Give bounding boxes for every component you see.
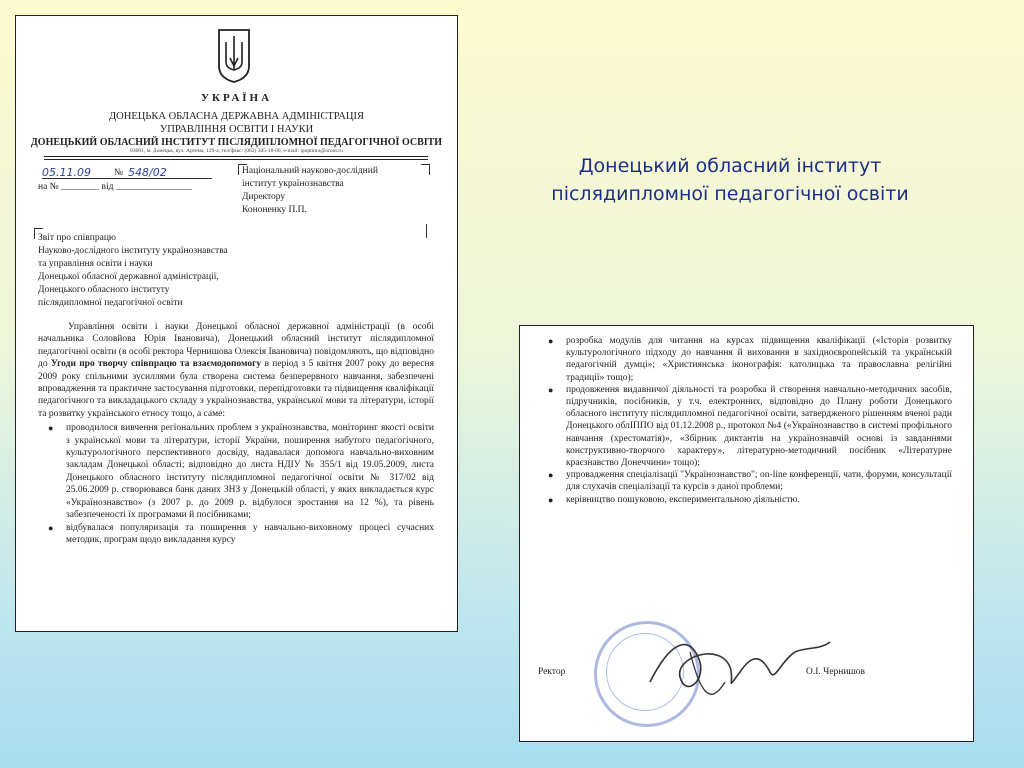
list-item-text: керівництво пошуковою, експериментальною діяльністю. bbox=[566, 494, 800, 505]
header-divider bbox=[44, 156, 428, 157]
list-item bbox=[548, 384, 952, 469]
list-item-text: проводилося вивчення регіональних проблем з українознавства, моніторинг якості освіти з української мови та літератури, історії України, поширення набутого педагогічного, культурологічного перспективного досвіду, надавалася допомога навчально-виховним закладам Донецької області; відповідно до листа НДІУ № 355/1 від 19.05.2009, листа Донецького обласного інституту післядипломної педагогічної освіти № 317/02 від 25.06.2009 р. створювався банк даних ЗНЗ у Донецькій області, у яких викладається курс «Українознавство» (з 2007 р. до 2009 р. відбулося зростання на 12 %), та рівень забезпеченості їх програмами й посібниками; bbox=[66, 423, 434, 521]
bullet-dot-icon: ● bbox=[548, 384, 554, 395]
bullet-dot-icon: ● bbox=[48, 522, 54, 533]
list-item bbox=[48, 522, 434, 547]
subject-line-2: Науково-дослідного інституту українознавства bbox=[38, 246, 228, 256]
bullet-dot-icon: ● bbox=[548, 336, 554, 346]
bullet-dot-icon: ● bbox=[48, 423, 54, 434]
intro-paragraph bbox=[38, 321, 434, 420]
slide-title-line-2: післядипломної педагогічної освіти bbox=[551, 183, 909, 205]
subject-block bbox=[38, 232, 438, 310]
addressee-line-4: Кононенку П.П. bbox=[242, 205, 307, 215]
subject-line-3: та управління освіти і науки bbox=[38, 259, 153, 269]
list-item-text: упровадження спеціалізації "Українознавство"; on-line конференції, чати, форуми, консультації для слухачів спеціалізації та курсів з даної проблеми; bbox=[566, 470, 952, 493]
addressee-line-3: Директору bbox=[242, 192, 286, 202]
slide-title bbox=[500, 152, 960, 208]
signer-title: Ректор bbox=[538, 667, 566, 677]
institute-address: 83001, м. Донецьк, вул. Артема, 129-а, тел/факс: (062) 305-18-86, e-mail: ipoptimo@oroot.ru bbox=[130, 148, 343, 154]
intro-agreement-bold: Угоди про творчу співпрацю та взаємодопомогу bbox=[50, 359, 262, 370]
bullet-dot-icon: ● bbox=[548, 494, 554, 505]
header-line-2: УПРАВЛІННЯ ОСВІТИ І НАУКИ bbox=[159, 124, 314, 135]
letter-page-2 bbox=[519, 325, 974, 742]
bullet-dot-icon: ● bbox=[548, 470, 554, 481]
list-item bbox=[48, 422, 434, 521]
subject-line-5: Донецького обласного інституту bbox=[38, 285, 170, 295]
intro-text-2: в період з 5 квітня 2007 року до вересня 2009 року спільними зусиллями була створена система безперервного навчання, забезпечені впровадження та практичне застосування підготовки, перепідготовки та підвищення кваліфікації педагогічного та викладацького складу з українознавства, української мови та літератури, історії та розвитку українського етносу тощо, а саме: bbox=[38, 359, 434, 419]
ref-number: 548/02 bbox=[128, 166, 167, 179]
list-item bbox=[548, 494, 952, 506]
list-item-text: відбувалася популяризація та поширення у навчально-виховному процесі сучасних методик, програм щодо викладання курсу bbox=[66, 522, 434, 545]
country-name: УКРАЇНА bbox=[200, 92, 273, 104]
addressee-line-1: Національний науково-дослідний bbox=[242, 166, 378, 176]
signer-name: О.І. Чернишов bbox=[806, 667, 866, 677]
list-item bbox=[548, 469, 952, 493]
list-item bbox=[548, 335, 952, 384]
addressee-line-2: інститут українознавства bbox=[242, 179, 344, 189]
trident-emblem-icon bbox=[216, 28, 252, 84]
ref-no-label: № bbox=[114, 168, 124, 178]
ref-line-2: на № ________ від ________________ bbox=[38, 182, 192, 192]
list-item-text: розробка модулів для читання на курсах підвищення кваліфікації («Історія розвитку культурологічного підходу до навчання й виховання в західноєвропейській та українській педагогічній думці»; «Християнська іконографія: католицька та православна релігійні традиції» тощо); bbox=[566, 336, 952, 383]
intro-text-1: Управління освіти і науки Донецької обласної державної адміністрації (в особі начальника Соловйова Юрія Івановича), Донецький обласний інститут післядипломної педагогічної освіти (в особі ректора Чернишова Олексія Івановича) повідомляють, що відповідно до bbox=[38, 322, 434, 370]
subject-line-6: післядипломної педагогічної освіти bbox=[38, 298, 183, 308]
list-item-text: продовження видавничої діяльності та розробка й створення навчально-методичних засобів, підручників, посібників, у т.ч. електронних, відповідно до Плану роботи Донецького обласного інституту післядипломної педагогічної освіти, затвердженого рішенням вченої ради Донецького облІППО від 01.12.2008 р., протокол №4 («Українознавство в системі профільного навчання (хрестоматія)», «Збірник диктантів на українознавчій основі із завданнями конструктивно-творчого характеру», літературно-методичний посібник «Літературне краєзнавство Донеччини» тощо); bbox=[566, 384, 952, 469]
letter-body bbox=[38, 321, 434, 546]
subject-line-1: Звіт про співпрацю bbox=[38, 233, 117, 243]
bullet-list bbox=[542, 335, 952, 506]
header-line-1: ДОНЕЦЬКА ОБЛАСНА ДЕРЖАВНА АДМІНІСТРАЦІЯ bbox=[109, 111, 364, 122]
addressee-block bbox=[242, 165, 417, 217]
letter-page-1 bbox=[15, 15, 458, 632]
header-line-3: ДОНЕЦЬКИЙ ОБЛАСНИЙ ІНСТИТУТ ПІСЛЯДИПЛОМНОЇ ПЕДАГОГІЧНОЇ ОСВІТИ bbox=[30, 137, 443, 148]
bracket-top-right bbox=[421, 164, 430, 175]
ref-date: 05.11.09 bbox=[42, 166, 91, 179]
letter-body-continued bbox=[542, 333, 952, 506]
slide-title-line-1: Донецький обласний інститут bbox=[578, 155, 882, 177]
ref-underline bbox=[42, 178, 212, 179]
bullet-list bbox=[38, 422, 434, 546]
subject-line-4: Донецької обласної державної адміністрації, bbox=[38, 272, 219, 282]
header-divider-thin bbox=[44, 159, 428, 160]
